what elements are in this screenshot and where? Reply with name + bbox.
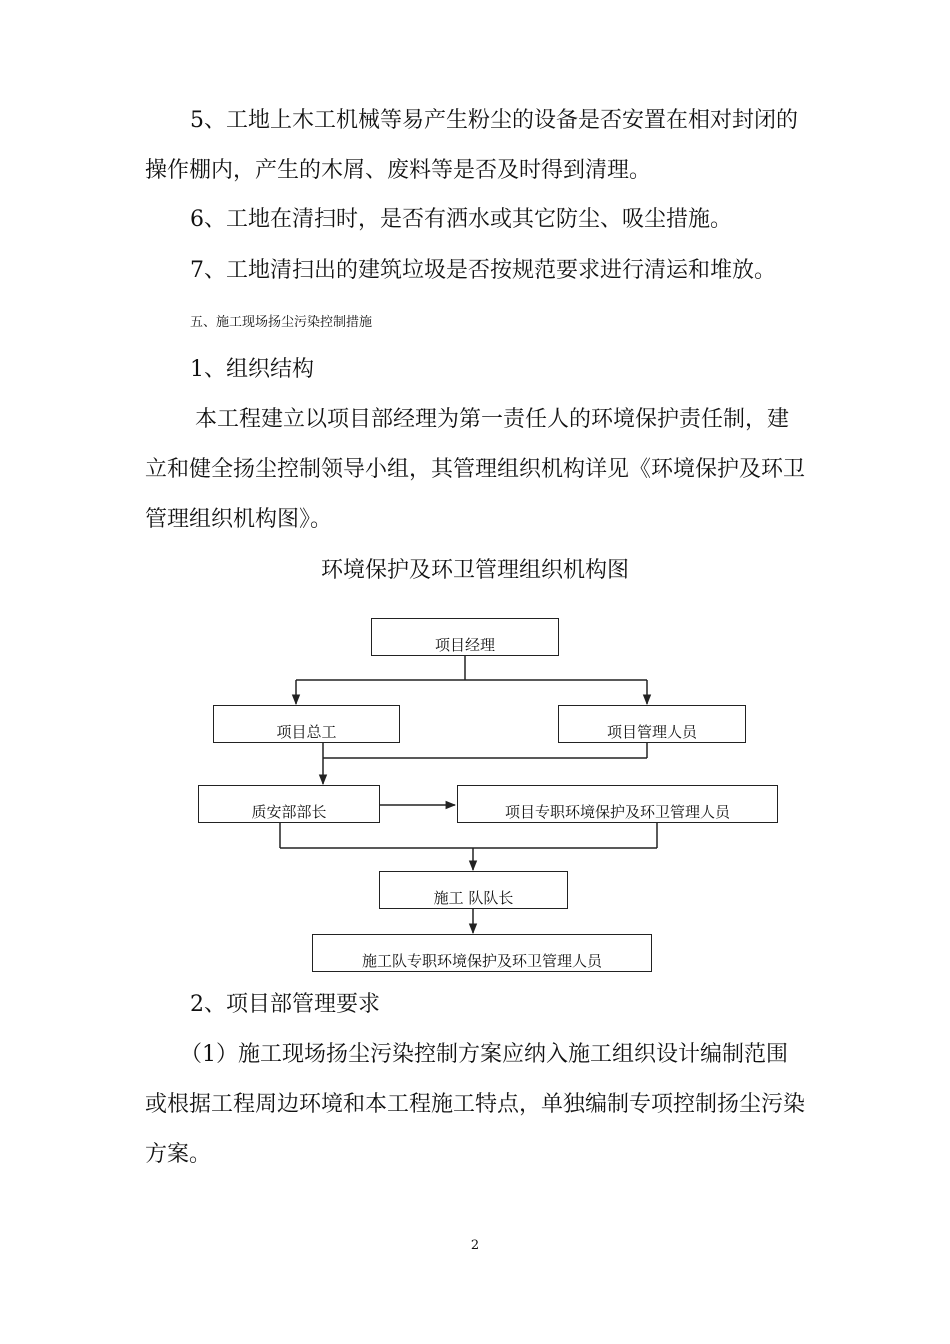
para2-line2: 或根据工程周边环境和本工程施工特点，单独编制专项控制扬尘污染 bbox=[145, 1092, 806, 1117]
org-label-env-staff: 项目专职环境保护及环卫管理人员 bbox=[504, 803, 730, 821]
sub1-heading: 1、组织结构 bbox=[190, 357, 314, 382]
org-label-qa-head: 质安部部长 bbox=[251, 803, 327, 821]
org-label-chief-engineer: 项目总工 bbox=[276, 723, 337, 741]
sub2-heading: 2、项目部管理要求 bbox=[190, 992, 380, 1017]
page-number: 2 bbox=[470, 1238, 480, 1253]
org-box-chief-engineer bbox=[213, 705, 400, 743]
para2-line3: 方案。 bbox=[145, 1142, 212, 1167]
chart-title: 环境保护及环卫管理组织机构图 bbox=[320, 558, 629, 583]
org-label-team-leader: 施工 队队长 bbox=[433, 889, 514, 907]
item6: 6、工地在清扫时，是否有洒水或其它防尘、吸尘措施。 bbox=[190, 207, 732, 232]
item5-line1: 5、工地上木工机械等易产生粉尘的设备是否安置在相对封闭的 bbox=[190, 108, 798, 133]
para1-line1: 本工程建立以项目部经理为第一责任人的环境保护责任制，建 bbox=[195, 407, 790, 432]
org-label-management-staff: 项目管理人员 bbox=[606, 723, 697, 741]
org-box-team-env-staff bbox=[312, 934, 652, 972]
org-label-team-env-staff: 施工队专职环境保护及环卫管理人员 bbox=[361, 952, 602, 970]
item7: 7、工地清扫出的建筑垃圾是否按规范要求进行清运和堆放。 bbox=[190, 258, 776, 283]
org-label-project-manager: 项目经理 bbox=[434, 636, 495, 654]
section5-heading: 五、施工现场扬尘污染控制措施 bbox=[190, 315, 373, 330]
para2-line1: （1）施工现场扬尘污染控制方案应纳入施工组织设计编制范围 bbox=[180, 1042, 788, 1067]
para1-line2: 立和健全扬尘控制领导小组，其管理组织机构详见《环境保护及环卫 bbox=[145, 457, 806, 482]
org-box-qa-head bbox=[198, 785, 380, 823]
item5-line2: 操作棚内，产生的木屑、废料等是否及时得到清理。 bbox=[145, 158, 652, 183]
org-box-project-manager bbox=[371, 618, 559, 656]
org-box-env-staff bbox=[457, 785, 778, 823]
para1-line3: 管理组织机构图》。 bbox=[145, 507, 333, 532]
org-box-management-staff bbox=[558, 705, 746, 743]
org-box-team-leader bbox=[379, 871, 568, 909]
